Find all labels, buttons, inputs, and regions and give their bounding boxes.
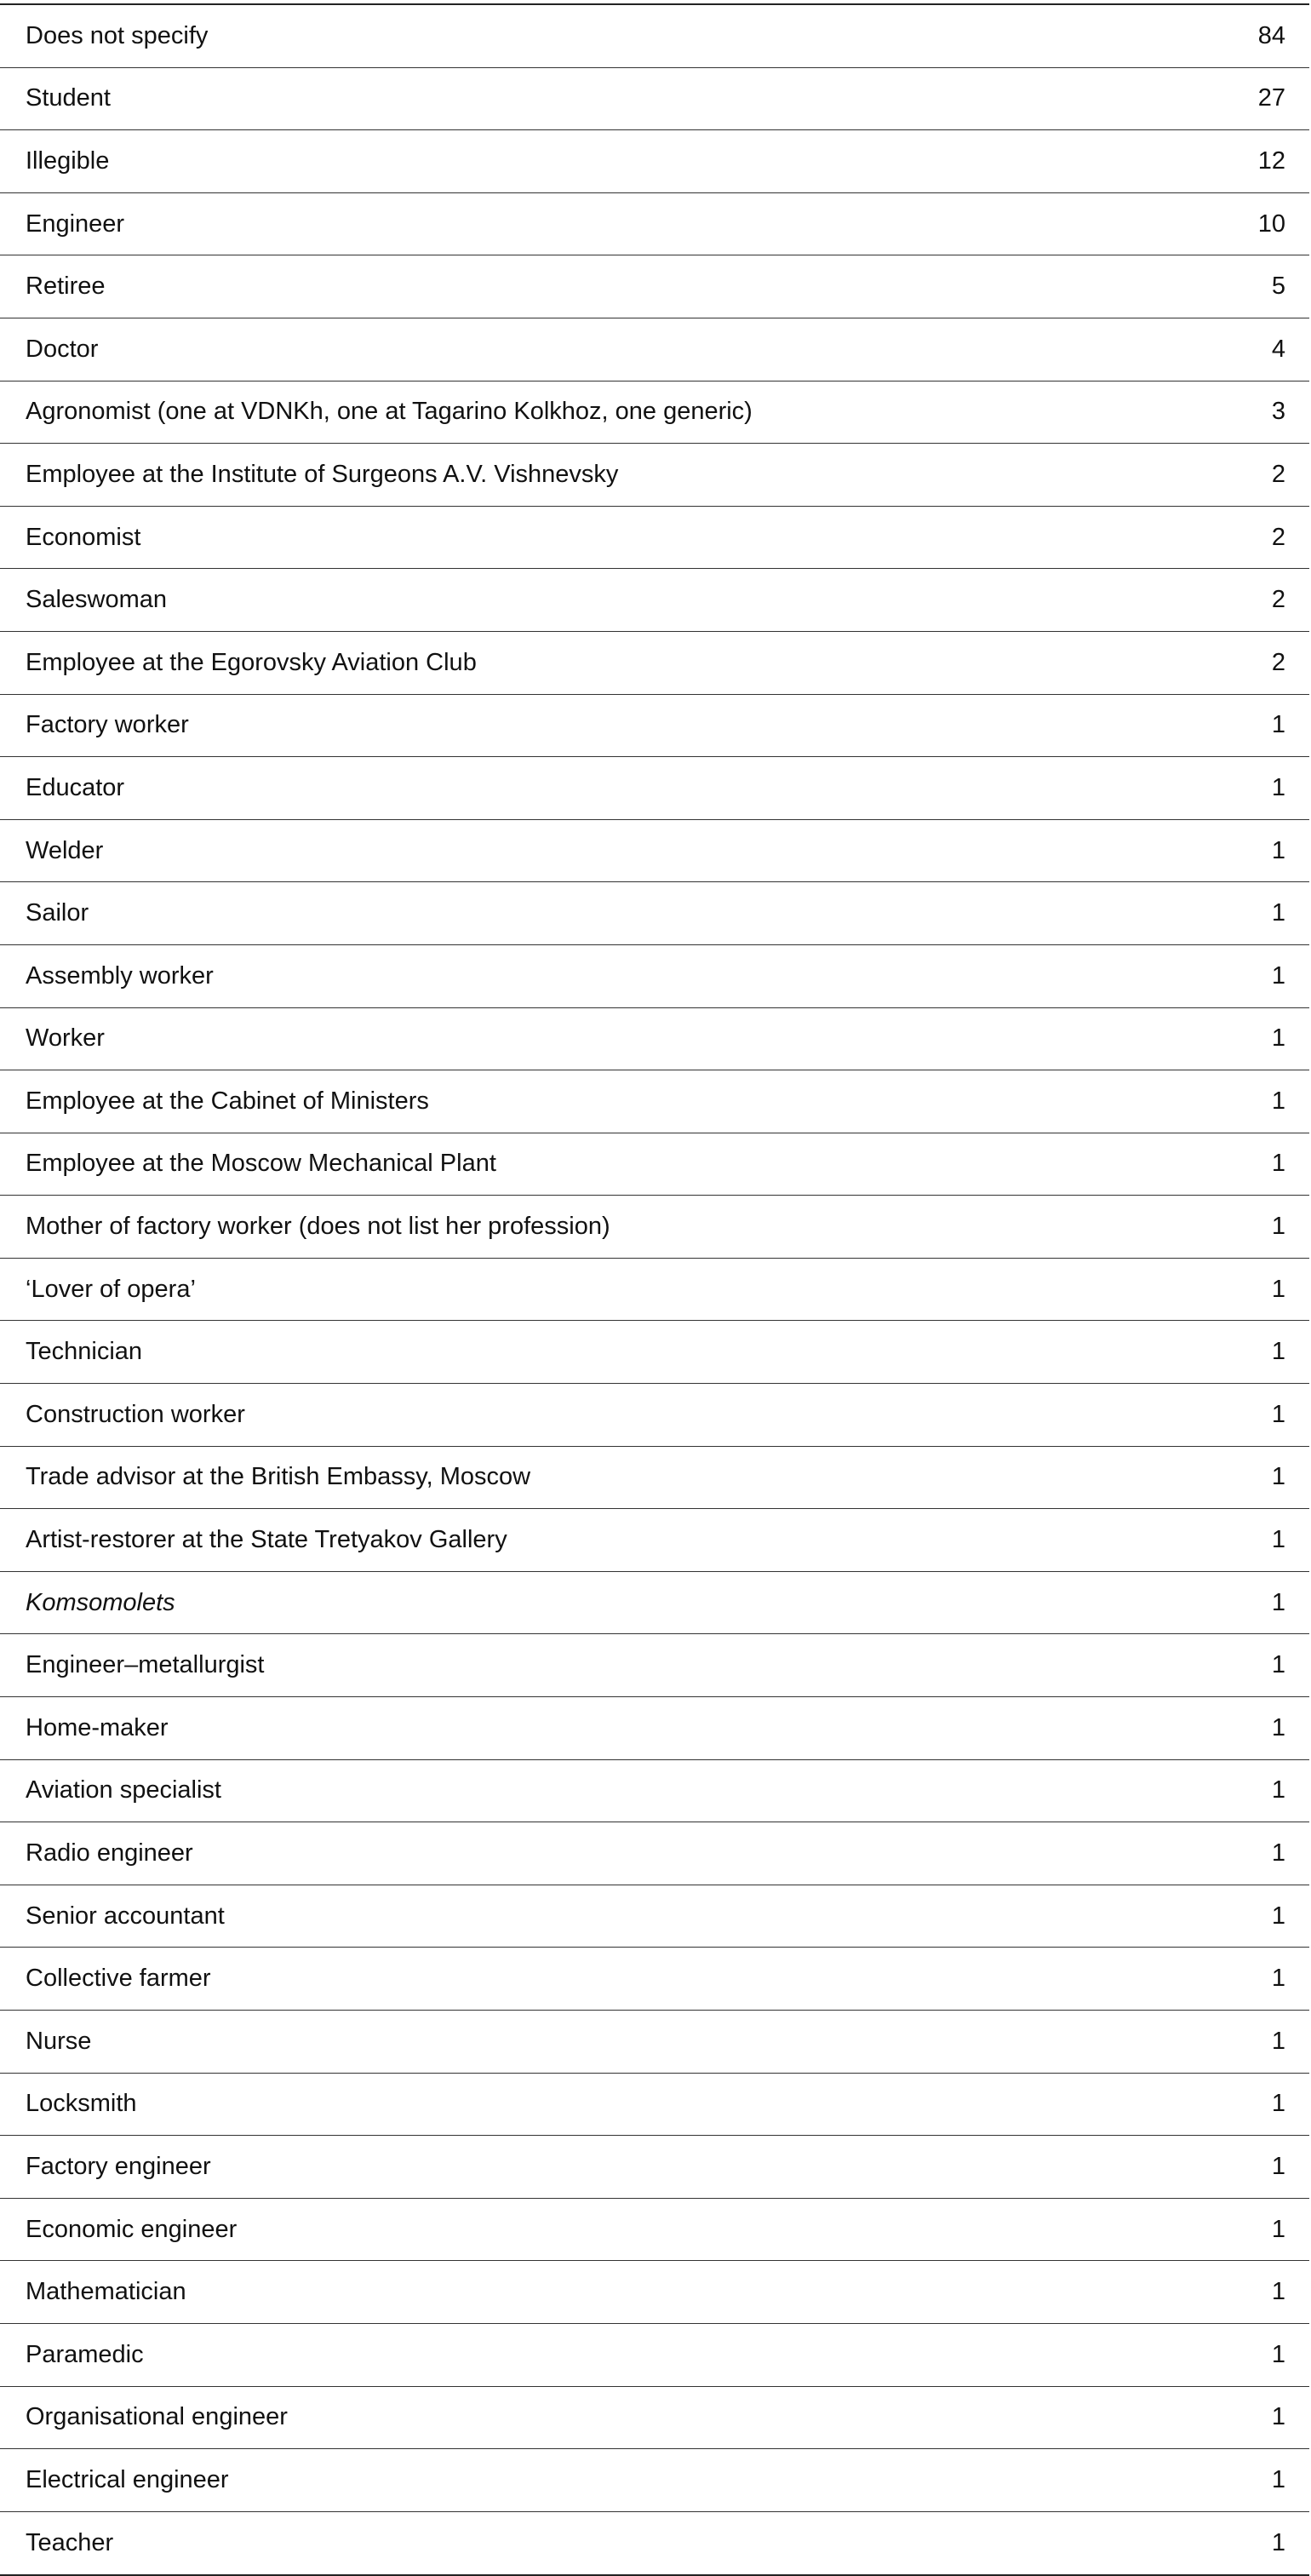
- table-row: [0, 2136, 1309, 2199]
- row-count: 1: [1271, 1839, 1285, 1867]
- table-row: [0, 1572, 1309, 1635]
- table-row: [0, 1321, 1309, 1384]
- row-label: Artist-restorer at the State Tretyakov Gallery: [26, 1526, 507, 1554]
- row-count: 1: [1271, 2278, 1285, 2306]
- row-count: 1: [1271, 961, 1285, 990]
- row-label: Teacher: [26, 2529, 114, 2557]
- row-label: Senior accountant: [26, 1902, 225, 1930]
- table-row: [0, 632, 1309, 695]
- table-row: [0, 1509, 1309, 1572]
- row-label: Technician: [26, 1338, 143, 1366]
- row-count: 1: [1271, 1526, 1285, 1554]
- row-count: 1: [1271, 1213, 1285, 1241]
- table-row: [0, 255, 1309, 318]
- row-count: 1: [1271, 2340, 1285, 2368]
- table-row: [0, 444, 1309, 507]
- table-row: [0, 1259, 1309, 1322]
- row-label: Sailor: [26, 899, 89, 927]
- table-row: [0, 2011, 1309, 2074]
- row-label: Does not specify: [26, 21, 209, 49]
- table-row: [0, 757, 1309, 820]
- row-label: Radio engineer: [26, 1839, 193, 1867]
- row-label: Economist: [26, 523, 141, 551]
- row-label: Paramedic: [26, 2340, 144, 2368]
- row-label: Educator: [26, 773, 125, 801]
- row-count: 1: [1271, 1902, 1285, 1930]
- row-count: 1: [1271, 1713, 1285, 1741]
- table-row: [0, 382, 1309, 445]
- table-row: [0, 2074, 1309, 2137]
- row-label: Mother of factory worker (does not list her profession): [26, 1213, 610, 1241]
- row-count: 1: [1271, 2090, 1285, 2118]
- row-count: 1: [1271, 1588, 1285, 1616]
- table-row: [0, 1133, 1309, 1196]
- row-count: 2: [1271, 523, 1285, 551]
- row-count: 1: [1271, 2027, 1285, 2055]
- row-label: Assembly worker: [26, 961, 214, 990]
- table-row: [0, 2449, 1309, 2512]
- table-row: [0, 820, 1309, 883]
- row-label: Engineer: [26, 209, 125, 238]
- row-count: 1: [1271, 2529, 1285, 2557]
- row-label: Engineer–metallurgist: [26, 1651, 265, 1679]
- row-label: Factory engineer: [26, 2152, 211, 2180]
- table-row: [0, 1384, 1309, 1447]
- row-label: Illegible: [26, 146, 110, 175]
- row-count: 1: [1271, 1400, 1285, 1428]
- row-label: Retiree: [26, 273, 106, 301]
- row-count: 2: [1271, 648, 1285, 676]
- row-count: 1: [1271, 836, 1285, 864]
- row-count: 12: [1257, 146, 1285, 175]
- row-label: Saleswoman: [26, 586, 168, 614]
- table-row: [0, 945, 1309, 1008]
- table-row: [0, 1822, 1309, 1885]
- row-label: Home-maker: [26, 1713, 169, 1741]
- row-count: 1: [1271, 2152, 1285, 2180]
- table-row: [0, 1447, 1309, 1510]
- table-row: [0, 1634, 1309, 1697]
- row-count: 10: [1257, 209, 1285, 238]
- row-label: Electrical engineer: [26, 2465, 229, 2493]
- row-count: 2: [1271, 586, 1285, 614]
- row-count: 27: [1257, 84, 1285, 112]
- row-count: 2: [1271, 460, 1285, 488]
- row-count: 4: [1271, 335, 1285, 363]
- row-label: Doctor: [26, 335, 99, 363]
- table-row: [0, 193, 1309, 256]
- row-label: Worker: [26, 1024, 105, 1053]
- table-row: [0, 695, 1309, 758]
- row-label: Employee at the Cabinet of Ministers: [26, 1087, 429, 1115]
- row-label: Komsomolets: [26, 1588, 175, 1616]
- row-label: Employee at the Egorovsky Aviation Club: [26, 648, 477, 676]
- table-row: [0, 2387, 1309, 2450]
- table-row: [0, 2199, 1309, 2262]
- row-label: Trade advisor at the British Embassy, Moscow: [26, 1463, 531, 1491]
- table-row: [0, 1196, 1309, 1259]
- row-label: Employee at the Moscow Mechanical Plant: [26, 1150, 496, 1178]
- row-label: Collective farmer: [26, 1965, 211, 1993]
- row-label: ‘Lover of opera’: [26, 1275, 196, 1303]
- row-label: Aviation specialist: [26, 1776, 221, 1804]
- row-label: Student: [26, 84, 111, 112]
- row-count: 3: [1271, 398, 1285, 426]
- row-count: 1: [1271, 1275, 1285, 1303]
- row-count: 1: [1271, 1965, 1285, 1993]
- table-row: [0, 130, 1309, 193]
- row-count: 1: [1271, 2465, 1285, 2493]
- table-row: [0, 1948, 1309, 2011]
- table-row: [0, 1070, 1309, 1133]
- table-row: [0, 318, 1309, 382]
- row-label: Organisational engineer: [26, 2403, 288, 2431]
- table-row: [0, 882, 1309, 945]
- row-count: 1: [1271, 711, 1285, 739]
- table-row: [0, 2324, 1309, 2387]
- table-row: [0, 68, 1309, 131]
- row-count: 5: [1271, 273, 1285, 301]
- row-count: 1: [1271, 1651, 1285, 1679]
- table-row: [0, 1008, 1309, 1071]
- row-count: 1: [1271, 1463, 1285, 1491]
- row-label: Nurse: [26, 2027, 92, 2055]
- row-label: Agronomist (one at VDNKh, one at Tagarino Kolkhoz, one generic): [26, 398, 753, 426]
- table-row: [0, 2261, 1309, 2324]
- row-count: 1: [1271, 1024, 1285, 1053]
- table-row: [0, 1760, 1309, 1823]
- table-row: [0, 1885, 1309, 1948]
- row-count: 1: [1271, 1776, 1285, 1804]
- row-label: Economic engineer: [26, 2215, 238, 2243]
- row-label: Mathematician: [26, 2278, 186, 2306]
- row-count: 1: [1271, 2403, 1285, 2431]
- table-row: [0, 1697, 1309, 1760]
- row-label: Welder: [26, 836, 104, 864]
- row-label: Construction worker: [26, 1400, 245, 1428]
- profession-table: [0, 3, 1309, 2576]
- table-row: [0, 5, 1309, 68]
- row-count: 84: [1257, 21, 1285, 49]
- row-count: 1: [1271, 2215, 1285, 2243]
- row-label: Factory worker: [26, 711, 189, 739]
- table-row: [0, 569, 1309, 632]
- row-count: 1: [1271, 773, 1285, 801]
- row-label: Employee at the Institute of Surgeons A.V. Vishnevsky: [26, 460, 619, 488]
- table-row: [0, 507, 1309, 570]
- row-count: 1: [1271, 1150, 1285, 1178]
- row-label: Locksmith: [26, 2090, 137, 2118]
- row-count: 1: [1271, 1087, 1285, 1115]
- table-row: [0, 2512, 1309, 2575]
- row-count: 1: [1271, 1338, 1285, 1366]
- row-count: 1: [1271, 899, 1285, 927]
